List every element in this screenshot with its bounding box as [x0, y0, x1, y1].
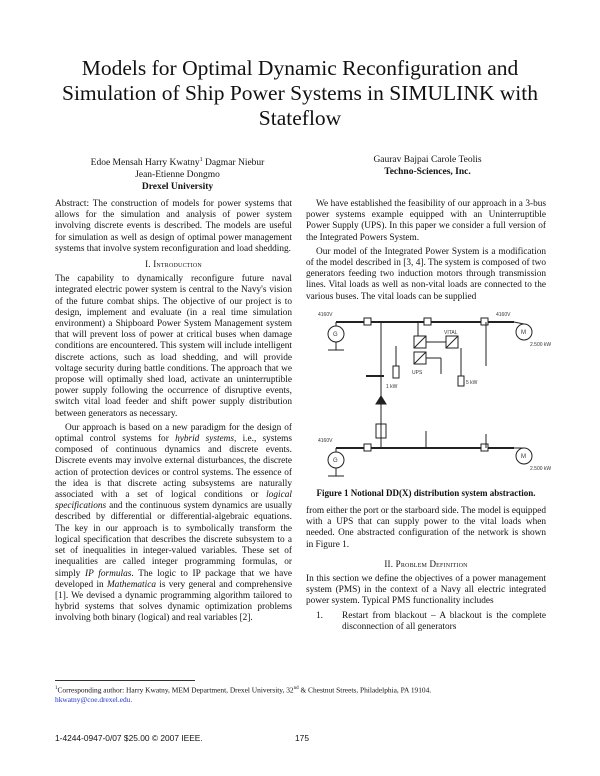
fig-label-bus-top-r: 4160V — [496, 312, 511, 318]
authors-left-line1: Edoe Mensah Harry Kwatny — [90, 158, 200, 169]
authors-left-line2: Jean-Etienne Dongmo — [135, 170, 220, 181]
right-column-bottom — [306, 506, 546, 633]
list-number: 1. — [316, 610, 323, 621]
fig-label-load1: 1 kW — [386, 384, 398, 390]
section-1-heading: I. Introduction — [145, 259, 202, 270]
fig-label-g1: G — [333, 332, 338, 338]
section-1-para-1: The capability to dynamically reconfigure future naval integrated electric power system is central to the Navy's vision of the future combat ships. The objective of our project is to design, implement and evaluate (in a real time simulation environment) a Shipboard Power System Management system that will prevent loss of power at critical buses when damage conditions are encountered. This system will include intelligent discrete actions, such as load shedding, and will provide voltage security during battle conditions. The approach that we propose will optimally shed load, activate an uninterruptible power supply following the occurrence of disruptive events, switch vital load feeder and shift power supply distribution between generators as necessary. — [55, 274, 292, 419]
authors-left — [55, 154, 300, 193]
section-1-para-2: Our approach is based on a new paradigm for the design of optimal control systems for hybrid systems, i.e., systems composed of continuous dynamics and discrete events. Discrete events may involve external disturbances, the discrete action of protection devices or control systems. The essence of the idea is that discrete acting subsystems are naturally associated with a set of logical conditions or logical specifications and the continuous system dynamics are usually described by differential or differential-algebraic equations. The key in our approach is to symbolically transform the logical specification that describes the discrete subsystem to a set of inequalities in integer-valued variables. These set of inequalities are called integer programming formulas, or simply IP formulas. The logic to IP package that we have developed in Mathematica is very general and comprehensive [1]. We devised a dynamic programming algorithm tailored to hybrid systems that solves dynamic optimization problems involving both binary (logical) and real variables [2]. — [55, 422, 292, 624]
isbn-line: 1-4244-0947-0/07 $25.00 © 2007 IEEE. — [55, 733, 203, 743]
load-2 — [458, 376, 464, 386]
figure-1-caption: Figure 1 Notional DD(X) distribution system abstraction. — [316, 488, 536, 498]
fig-label-m1: M — [521, 330, 526, 336]
footnote-email-link[interactable]: hkwatny@coe.drexel.edu. — [55, 694, 133, 704]
fig-label-bus-top-l: 4160V — [318, 312, 333, 318]
fig-label-g2: G — [333, 458, 338, 464]
fig-label-load2: 5 kW — [466, 380, 478, 386]
footnote-rule — [55, 680, 195, 681]
section-2-para-1: In this section we define the objectives of a power management system (PMS) in the context of a Navy all electric integrated power system. Typical PMS functionality includes — [306, 574, 546, 607]
breaker-2 — [424, 318, 431, 325]
authors-left-line1b: Dagmar Niebur — [202, 158, 265, 169]
left-column — [55, 199, 292, 628]
fig-label-m2: M — [521, 454, 526, 460]
section-2-heading: II. Problem Definition — [384, 558, 468, 569]
load-1 — [393, 366, 399, 378]
right-para-3: from either the port or the starboard side. The model is equipped with a UPS that can supply power to the vital loads when needed. One abstracted configuration of the network is shown in Figure 1. — [306, 506, 546, 550]
right-para-2: Our model of the Integrated Power System is a modification of the model described in [3, 4]. The system is composed of two generators feeding two induction motors through transmission lines. Vital loads as well as non-vital loads are connected to the various buses. The vital loads can be supplied — [306, 246, 546, 302]
right-para-1: We have established the feasibility of our approach in a 3-bus power systems example equipped with an Uninterruptible Power Supply (UPS). In this paper we consider a full version of the Integrated Powers System. — [306, 199, 546, 243]
fig-label-motor-r: 2.500 kW — [530, 342, 552, 348]
list-text: Restart from blackout – A blackout is the complete disconnection of all generators — [342, 610, 546, 632]
author-footnote-mark: 1 — [199, 157, 203, 163]
authors-right-line1: Gaurav Bajpai Carole Teolis — [373, 155, 482, 165]
fig-label-bus-bot: 4160V — [318, 438, 333, 444]
authors-right — [305, 154, 550, 178]
affiliation-right: Techno-Sciences, Inc. — [384, 167, 471, 177]
figure-1-diagram — [306, 306, 552, 484]
paper-title: Models for Optimal Dynamic Reconfiguration and Simulation of Ship Power Systems in SIMULINK with Stateflow — [61, 56, 538, 130]
breaker-1 — [364, 318, 371, 325]
list-item-1 — [306, 611, 546, 633]
page-number: 175 — [295, 733, 309, 743]
fig-label-ups: UPS — [412, 370, 423, 376]
footnote: $^1$Corresponding author: Harry Kwatny, MEM Department, Drexel University, 32nd & Chestnut Streets, Philadelphia, PA 19104. hkwatny@coe.drexel.edu. — [55, 685, 432, 704]
breaker-3 — [481, 318, 488, 325]
abstract: Abstract: The construction of models for power systems that allows for the simulation and analysis of power system involving discrete events is described. The models are useful for simulation as well as design of optimal power management systems that involve system reconfiguration and load shedding. — [55, 199, 292, 254]
right-column-top — [306, 199, 546, 306]
fig-label-motor-br: 2.500 kW — [530, 466, 552, 472]
affiliation-left: Drexel University — [141, 182, 214, 193]
fig-label-vital: VITAL — [444, 330, 458, 336]
